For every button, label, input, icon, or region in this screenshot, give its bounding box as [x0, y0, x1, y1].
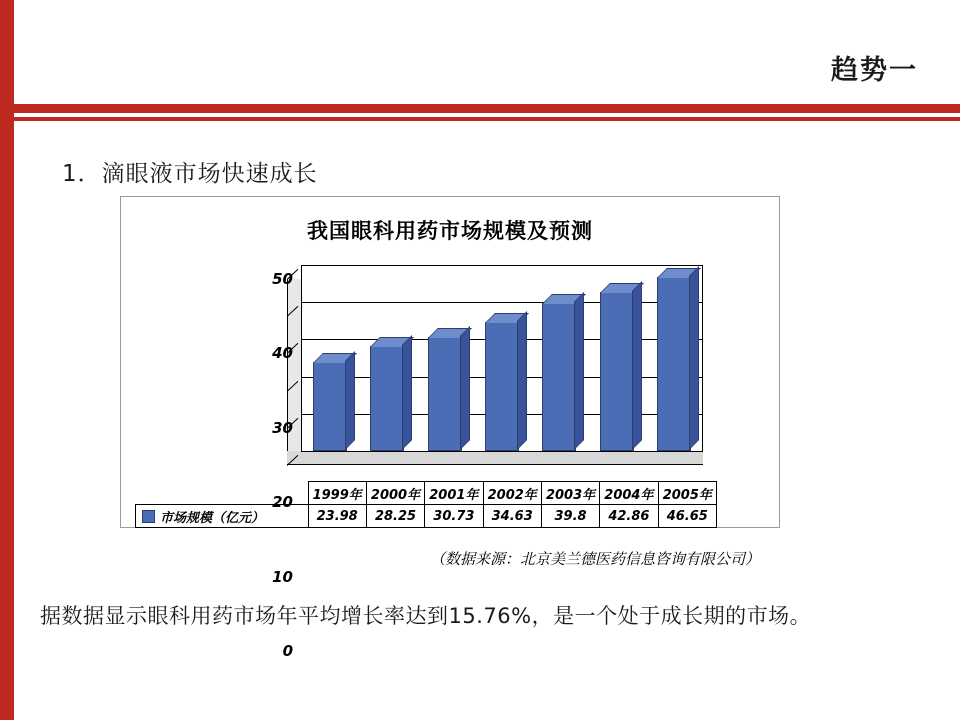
bar [370, 346, 404, 451]
table-header-cell: 2002年 [483, 482, 541, 505]
table-value-cell: 42.86 [600, 505, 658, 528]
bar-side-face [402, 335, 412, 450]
y-axis-tick-label: 20 [272, 493, 293, 512]
table-header-cell: 2003年 [541, 482, 599, 505]
bar [485, 322, 519, 451]
chart-title: 我国眼科用药市场规模及预测 [307, 219, 593, 243]
table-value-cell: 46.65 [658, 505, 716, 528]
table-header-cell: 1999年 [308, 482, 366, 505]
gridline [272, 265, 703, 288]
table-header-cell: 2000年 [366, 482, 424, 505]
table-value-cell: 30.73 [425, 505, 483, 528]
plot-floor [287, 451, 703, 465]
data-table [135, 481, 717, 528]
plot-side-wall [287, 279, 301, 465]
footer-text: 据数据显示眼科用药市场年平均增长率达到15.76%，是一个处于成长期的市场。 [40, 604, 812, 628]
y-axis-tick-label: 10 [272, 567, 293, 586]
bar [542, 303, 576, 451]
y-axis-tick-label: 40 [272, 344, 293, 363]
table-value-cell: 39.8 [541, 505, 599, 528]
header-rule-thin [14, 117, 960, 121]
legend-swatch-icon [142, 510, 155, 523]
table-header-cell: 2004年 [600, 482, 658, 505]
table-row [136, 505, 717, 528]
slide-header [14, 0, 960, 104]
bar-side-face [460, 326, 470, 450]
table-value-cell: 28.25 [366, 505, 424, 528]
bar-side-face [517, 311, 527, 450]
legend-label: 市场规模（亿元） [160, 510, 265, 526]
source-note: （数据来源：北京美兰德医药信息咨询有限公司） [430, 550, 761, 568]
y-axis-tick-label: 0 [282, 642, 293, 660]
bar-side-face [632, 281, 642, 450]
y-axis-tick-label: 50 [272, 270, 293, 288]
bar [600, 292, 634, 451]
left-accent-bar [0, 0, 14, 720]
bar [657, 277, 691, 451]
table-header-cell: 2001年 [425, 482, 483, 505]
bar [313, 362, 347, 451]
table-value-cell: 34.63 [483, 505, 541, 528]
bar-side-face [345, 351, 355, 450]
table-corner-cell [136, 482, 309, 505]
legend-cell [136, 505, 309, 528]
header-rule-thick [14, 104, 960, 113]
bar [428, 337, 462, 451]
page-title: 趋势一 [831, 55, 918, 86]
gridline [272, 302, 703, 363]
y-axis-tick-label: 30 [272, 418, 293, 437]
table-value-cell: 23.98 [308, 505, 366, 528]
bar-side-face [689, 266, 699, 450]
section-heading: 1．滴眼液市场快速成长 [62, 161, 318, 187]
bar-side-face [574, 292, 584, 450]
table-row [136, 482, 717, 505]
table-header-cell: 2005年 [658, 482, 716, 505]
